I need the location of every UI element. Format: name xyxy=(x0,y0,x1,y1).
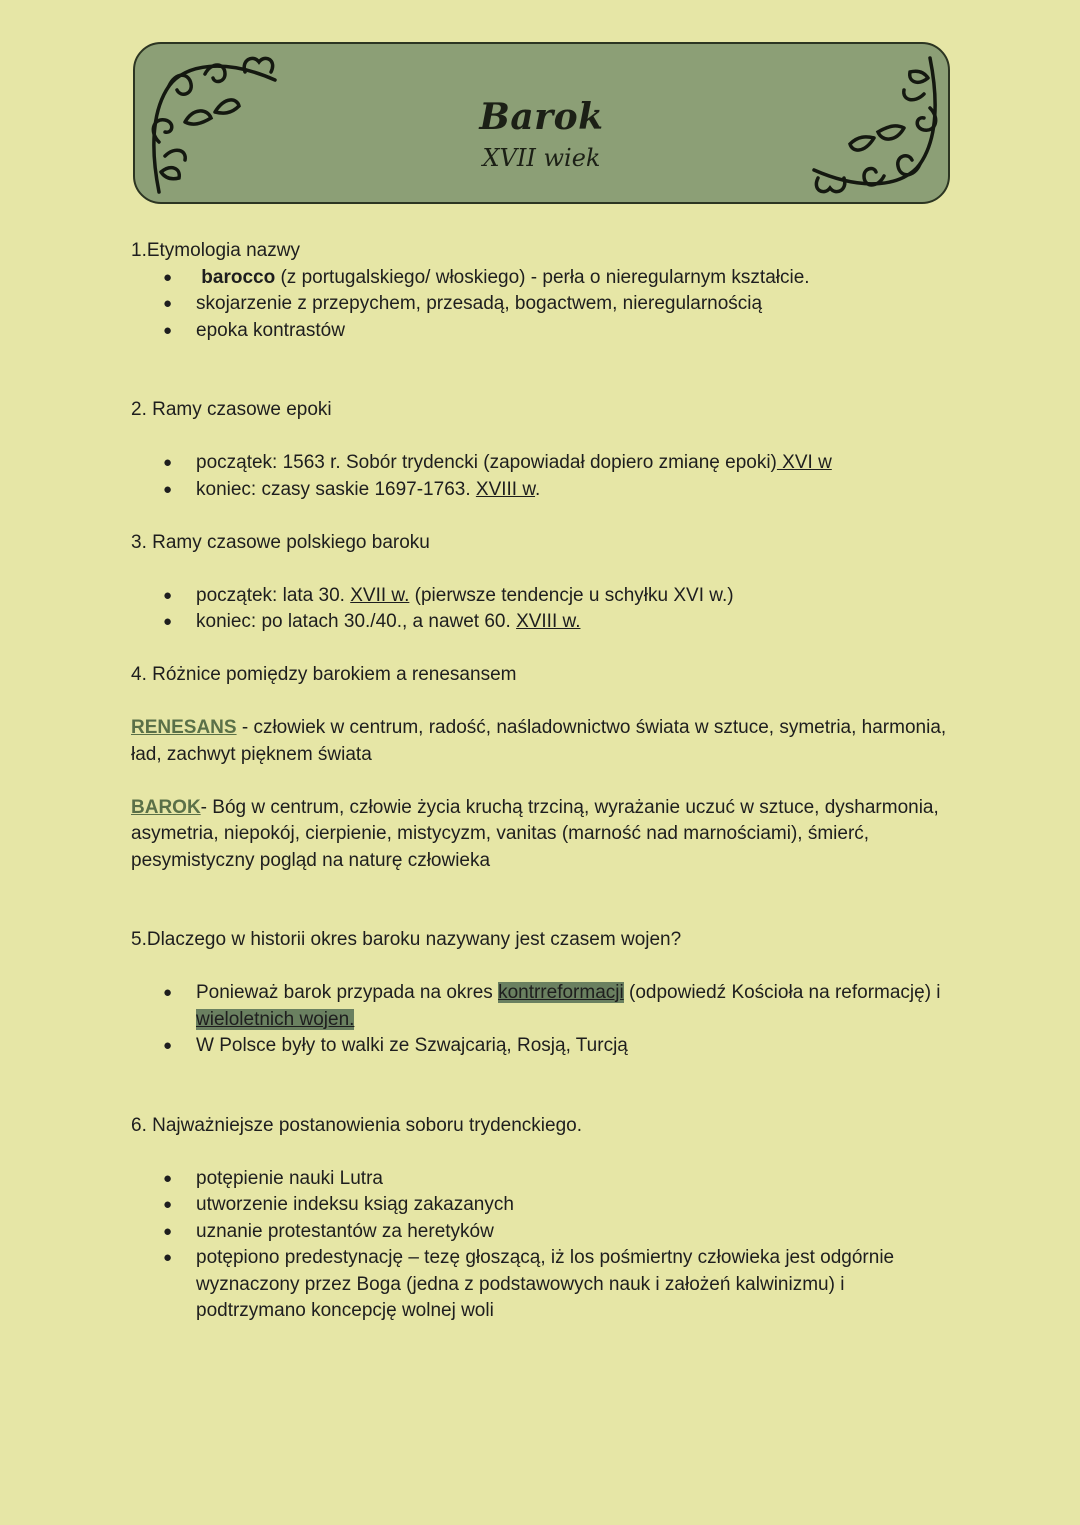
term-renesans: RENESANS xyxy=(131,717,237,738)
banner-subtitle: XVII wiek xyxy=(482,144,601,172)
section-3-heading: 3. Ramy czasowe polskiego baroku xyxy=(131,531,430,553)
section-2-list xyxy=(131,450,951,503)
list-item: ● utworzenie indeksu ksiąg zakazanych xyxy=(131,1192,951,1219)
section-5-heading: 5.Dlaczego w historii okres baroku nazywany jest czasem wojen? xyxy=(131,929,682,950)
banner-title: Barok xyxy=(479,96,604,138)
section-3-list xyxy=(131,583,951,636)
term-barocco: barocco xyxy=(201,266,276,288)
list-item: ● początek: lata 30. XVII w. (pierwsze tendencje u schyłku XVI w.) xyxy=(131,583,951,610)
section-2-heading: 2. Ramy czasowe epoki xyxy=(131,399,332,420)
section-1-list xyxy=(131,265,951,345)
list-item: ● epoka kontrastów xyxy=(131,318,951,345)
document-body xyxy=(131,238,951,1325)
renesans-paragraph: RENESANS - człowiek w centrum, radość, naśladownictwo świata w sztuce, symetria, harmonia, ład, zachwyt pięknem świata xyxy=(131,717,947,765)
highlight-wieloletnich-wojen: wieloletnich wojen. xyxy=(196,1008,355,1030)
list-item: ● barocco (z portugalskiego/ włoskiego) - perła o nieregularnym kształcie. xyxy=(131,265,951,292)
list-item: ● skojarzenie z przepychem, przesadą, bogactwem, nieregularnością xyxy=(131,291,951,318)
list-item: ● uznanie protestantów za heretyków xyxy=(131,1219,951,1246)
list-item: ● Ponieważ barok przypada na okres kontrreformacji (odpowiedź Kościoła na reformację) i wieloletnich wojen. xyxy=(131,980,951,1033)
list-item: ● potępiono predestynację – tezę głoszącą, iż los pośmiertny człowieka jest odgórnie wyznaczony przez Boga (jedna z podstawowych nauk i założeń kalwinizmu) i podtrzymano koncepcję wolnej woli xyxy=(131,1245,951,1325)
list-item: ● koniec: czasy saskie 1697-1763. XVIII w. xyxy=(131,477,951,504)
list-item: ● potępienie nauki Lutra xyxy=(131,1166,951,1193)
list-item: ● początek: 1563 r. Sobór trydencki (zapowiadał dopiero zmianę epoki) XVI w xyxy=(131,450,951,477)
section-5-list xyxy=(131,980,951,1060)
title-banner xyxy=(133,42,950,204)
section-4-heading: 4. Różnice pomiędzy barokiem a renesansem xyxy=(131,664,517,685)
section-6-heading: 6. Najważniejsze postanowienia soboru trydenckiego. xyxy=(131,1114,582,1136)
section-1-heading: 1.Etymologia nazwy xyxy=(131,240,300,261)
highlight-kontrreformacji: kontrreformacji xyxy=(498,982,624,1003)
section-6-list xyxy=(131,1166,951,1325)
list-item: ● koniec: po latach 30./40., a nawet 60. XVIII w. xyxy=(131,609,951,636)
list-item: ● W Polsce były to walki ze Szwajcarią, Rosją, Turcją xyxy=(131,1033,951,1060)
barok-paragraph: BAROK- Bóg w centrum, człowie życia kruchą trzciną, wyrażanie uczuć w sztuce, dysharmonia, asymetria, niepokój, cierpienie, mistycyzm, vanitas (marność nad marnościami), śmierć, pesymistyczny pogląd na naturę człowieka xyxy=(131,796,939,871)
term-barok: BAROK xyxy=(131,796,201,818)
